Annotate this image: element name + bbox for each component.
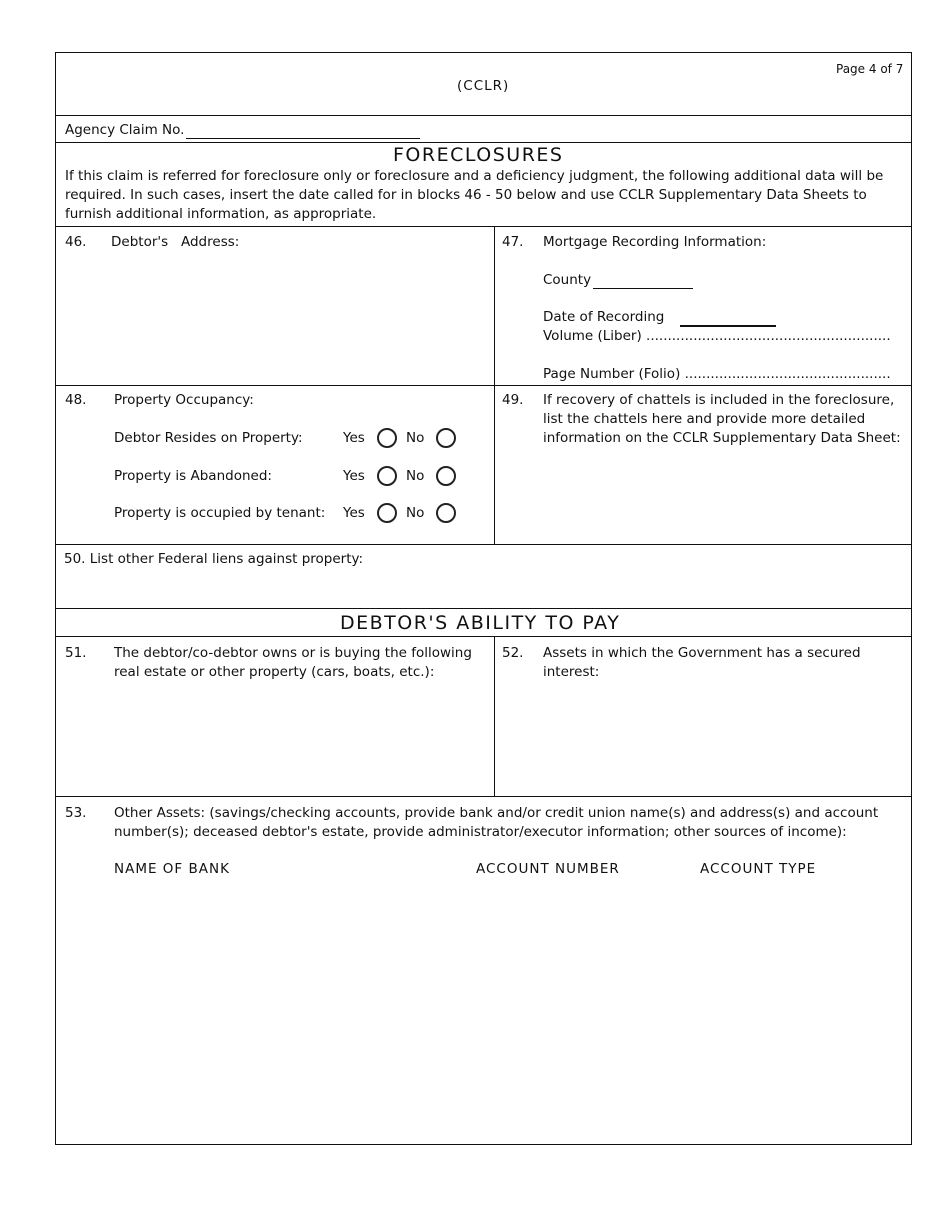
column-divider xyxy=(494,636,495,796)
secured-assets-field[interactable] xyxy=(500,690,905,790)
divider xyxy=(55,608,912,609)
page-number: Page 4 of 7 xyxy=(836,62,904,76)
yes-label: Yes xyxy=(343,430,365,446)
foreclosures-title: FORECLOSURES xyxy=(393,144,564,166)
no-label: No xyxy=(406,505,425,521)
block51-text: The debtor/co-debtor owns or is buying the following real estate or other property (cars, boats, etc.): xyxy=(114,645,472,680)
form-id: (CCLR) xyxy=(457,78,510,94)
block49-number: 49. xyxy=(502,392,524,408)
block53-number: 53. xyxy=(65,805,87,821)
occupancy-row-label: Debtor Resides on Property: xyxy=(114,430,303,446)
block48-number: 48. xyxy=(65,392,87,408)
abandoned-yes-radio[interactable] xyxy=(377,466,397,486)
block52-text: Assets in which the Government has a secured interest: xyxy=(543,645,861,680)
agency-claim-input[interactable] xyxy=(186,138,420,139)
block47-number: 47. xyxy=(502,234,524,250)
county-input[interactable] xyxy=(593,288,693,289)
chattels-field[interactable] xyxy=(500,452,905,540)
divider xyxy=(55,796,912,797)
county-label: County xyxy=(543,272,592,288)
page-number-folio-label: Page Number (Folio) ................................................ xyxy=(543,366,891,382)
agency-claim-label: Agency Claim No. xyxy=(65,122,185,138)
no-label: No xyxy=(406,468,425,484)
divider xyxy=(55,226,912,227)
block52-number: 52. xyxy=(502,645,524,661)
volume-label: Volume (Liber) ......................................................... xyxy=(543,328,891,344)
block46-label: Debtor's Address: xyxy=(111,234,240,250)
block48-label: Property Occupancy: xyxy=(114,392,254,408)
column-account-number: ACCOUNT NUMBER xyxy=(476,861,620,877)
owned-property-field[interactable] xyxy=(60,690,490,790)
divider xyxy=(55,115,912,116)
block46-number: 46. xyxy=(65,234,87,250)
block49-text: If recovery of chattels is included in the foreclosure, list the chattels here and provide more detailed information on the CCLR Supplementary Data Sheet: xyxy=(543,392,901,446)
divider xyxy=(55,544,912,545)
federal-liens-field[interactable] xyxy=(60,572,905,606)
occupancy-row-label: Property is occupied by tenant: xyxy=(114,505,326,521)
column-account-type: ACCOUNT TYPE xyxy=(700,861,817,877)
tenant-yes-radio[interactable] xyxy=(377,503,397,523)
column-name-of-bank: NAME OF BANK xyxy=(114,861,230,877)
resides-yes-radio[interactable] xyxy=(377,428,397,448)
yes-label: Yes xyxy=(343,505,365,521)
no-label: No xyxy=(406,430,425,446)
divider xyxy=(55,385,912,386)
yes-label: Yes xyxy=(343,468,365,484)
occupancy-row-label: Property is Abandoned: xyxy=(114,468,272,484)
block53-text: Other Assets: (savings/checking accounts, provide bank and/or credit union name(s) and address(s) and account number(s); deceased debtor's estate, provide administrator/executor information; other sources of income): xyxy=(114,805,879,840)
other-assets-field[interactable] xyxy=(60,885,905,1140)
resides-no-radio[interactable] xyxy=(436,428,456,448)
date-recording-label: Date of Recording xyxy=(543,309,665,325)
block50-label: 50. List other Federal liens against property: xyxy=(64,551,364,567)
tenant-no-radio[interactable] xyxy=(436,503,456,523)
block51-number: 51. xyxy=(65,645,87,661)
abandoned-no-radio[interactable] xyxy=(436,466,456,486)
divider xyxy=(55,636,912,637)
foreclosures-intro: If this claim is referred for foreclosure only or foreclosure and a deficiency judgment, the following additional data will be required. In such cases, insert the date called for in blocks 46 - 50 below and use CCLR Supplementary Data Sheets to furnish additional information, as appropriate. xyxy=(65,168,884,222)
ability-to-pay-title: DEBTOR'S ABILITY TO PAY xyxy=(340,612,621,634)
block47-label: Mortgage Recording Information: xyxy=(543,234,767,250)
debtor-address-field[interactable] xyxy=(60,256,490,381)
